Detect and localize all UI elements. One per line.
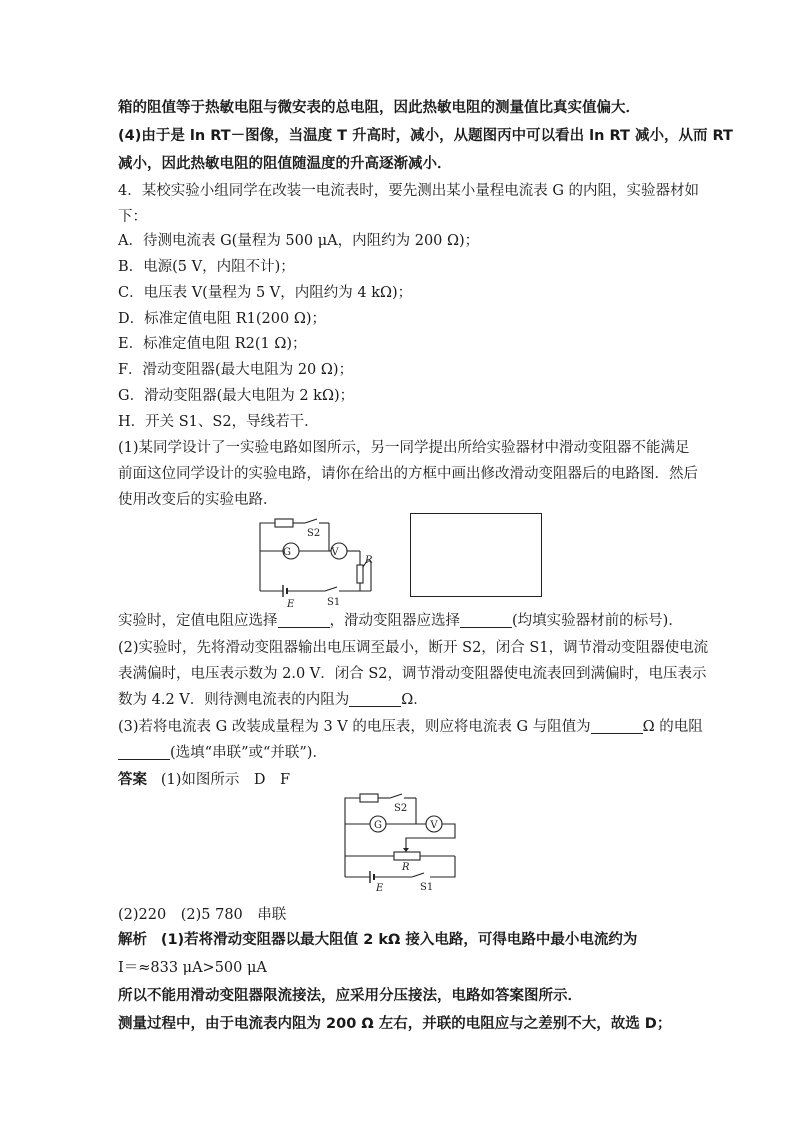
text-line: 箱的阻值等于热敏电阻与微安表的总电阻，因此热敏电阻的测量值比真实值偏大． [118,100,640,116]
text-line: 表满偏时，电压表示数为 2.0 V．闭合 S2，调节滑动变阻器使电流表回到满偏时，电压表示 [118,666,707,682]
text-line: (1)某同学设计了一实验电路如图所示，另一同学提出所给实验器材中滑动变阻器不能满足 [118,440,690,456]
text-line: (4)由于是 ln RT－图像，当温度 T 升高时，减小，从题图丙中可以看出 ln RT 减小，从而 RT [118,128,733,144]
option-b: B．电源(5 V，内阻不计)； [118,259,295,275]
battery-label: E [376,883,384,894]
option-h: H．开关 S1、S2，导线若干． [118,414,319,430]
switch-s2-label: S2 [307,528,321,539]
switch-s1-label: S1 [420,882,434,893]
answer-blank[interactable] [118,745,170,760]
text-line: 前面这位同学设计的实验电路，请你在给出的方框中画出修改滑动变阻器后的电路图．然后 [118,466,698,482]
circuit-diagram-answer [340,792,465,892]
answer-blank[interactable] [591,719,643,734]
answer-drawing-box[interactable] [410,513,542,597]
galvanometer-label: G [283,547,291,558]
text-line: (选填“串联”或“并联”)． [118,743,327,763]
rheostat-label: R [365,555,373,566]
option-f: F．滑动变阻器(最大电阻为 20 Ω)； [118,362,354,378]
solution-label: 解析 [118,932,147,948]
text-line: (3)若将电流表 G 改装成量程为 3 V 的电压表，则应将电流表 G 与阻值为 Ω 的电阻 [118,719,703,735]
text-line: 数为 4.2 V．则待测电流表的内阻为 Ω． [118,692,428,708]
voltmeter-label: V [430,820,438,831]
rheostat-label: R [402,862,410,873]
option-a: A．待测电流表 G(量程为 500 μA，内阻约为 200 Ω)； [118,233,480,249]
text-line: 测量过程中，由于电流表内阻为 200 Ω 左右，并联的电阻应与之差别不大，故选 D； [118,1016,672,1032]
galvanometer-label: G [374,820,382,831]
option-c: C．电压表 V(量程为 5 V，内阻约为 4 kΩ)； [118,285,413,301]
answer-blank[interactable] [349,692,401,707]
switch-s1-label: S1 [327,597,341,608]
text-line: I＝≈833 μA>500 μA [118,960,267,976]
answer-blank[interactable] [278,613,330,628]
text-line: 减小，因此热敏电阻的阻值随温度的升高逐渐减小． [118,156,452,172]
answer-line: 答案 (1)如图所示 D F [118,772,291,788]
solution-line: 解析 (1)若将滑动变阻器以最大阻值 2 kΩ 接入电路，可得电路中最小电流约为 [118,932,638,948]
option-g: G．滑动变阻器(最大电阻为 2 kΩ)； [118,388,355,404]
answer-blank[interactable] [460,613,512,628]
voltmeter-label: V [331,547,339,558]
question-4-stem: 4．某校实验小组同学在改装一电流表时，要先测出某小量程电流表 G 的内阻，实验器材如 [118,183,700,199]
text-line: 实验时，定值电阻应选择 ，滑动变阻器应选择 (均填实验器材前的标号)． [118,613,683,629]
circuit-diagram-original [255,515,385,610]
answer-label: 答案 [118,772,147,788]
battery-label: E [287,599,295,610]
option-d: D．标准定值电阻 R1(200 Ω)； [118,311,326,327]
text-line: 所以不能用滑动变阻器限流接法，应采用分压接法，电路如答案图所示． [118,988,582,1004]
option-e: E．标准定值电阻 R2(1 Ω)； [118,336,307,352]
text-line: 下： [118,209,147,225]
switch-s2-label: S2 [394,803,408,814]
text-line: (2)实验时，先将滑动变阻器输出电压调至最小，断开 S2，闭合 S1，调节滑动变阻器使电流 [118,640,709,656]
text-line: 使用改变后的实验电路． [118,492,278,508]
text-line: (2)220 (2)5 780 串联 [118,907,287,923]
